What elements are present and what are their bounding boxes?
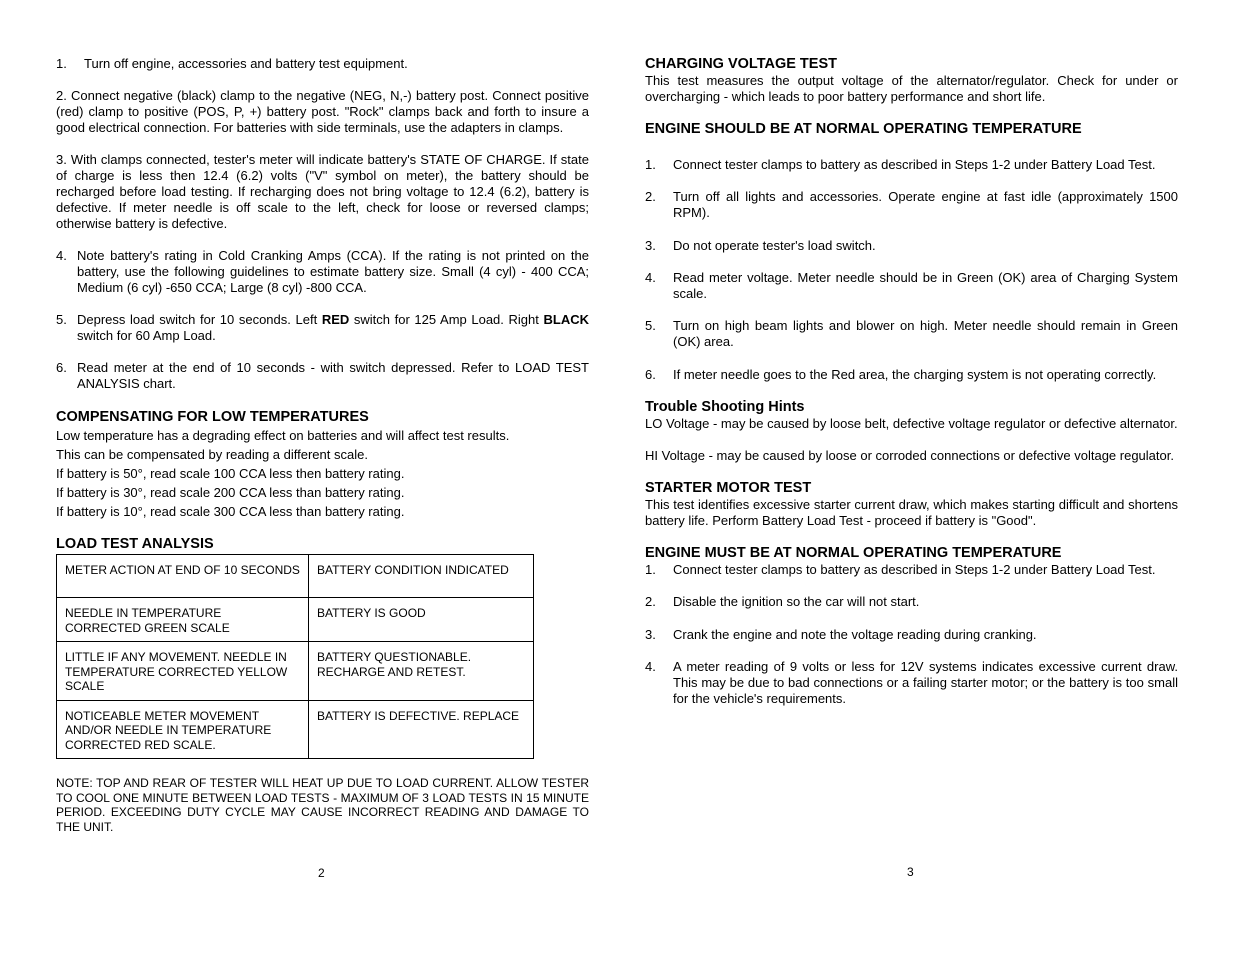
step-text: Connect tester clamps to battery as described in Steps 1-2 under Battery Load Test. — [673, 562, 1156, 577]
charging-step-2 — [645, 189, 1178, 221]
engine-must-heading: ENGINE MUST BE AT NORMAL OPERATING TEMPERATURE — [645, 545, 1062, 561]
compensating-line: Low temperature has a degrading effect on batteries and will affect test results. — [56, 428, 510, 443]
starter-heading: STARTER MOTOR TEST — [645, 480, 812, 496]
load-test-heading: LOAD TEST ANALYSIS — [56, 536, 214, 552]
hi-voltage-text: HI Voltage - may be caused by loose or corroded connections or defective voltage regulator. — [645, 448, 1174, 463]
step-number: 3. — [645, 627, 656, 642]
table-cell: METER ACTION AT END OF 10 SECONDS — [57, 555, 309, 598]
step-number: 4. — [56, 248, 67, 263]
step-text: Disable the ignition so the car will not start. — [673, 594, 920, 609]
table-cell: NEEDLE IN TEMPERATURE CORRECTED GREEN SCALE — [57, 598, 309, 642]
left-page — [56, 48, 589, 834]
step-number: 4. — [645, 659, 656, 674]
table-cell: BATTERY CONDITION INDICATED — [309, 555, 534, 598]
step-number: 6. — [645, 367, 656, 382]
engine-normal-heading: ENGINE SHOULD BE AT NORMAL OPERATING TEMPERATURE — [645, 121, 1082, 137]
starter-step-4 — [645, 659, 1178, 707]
table-row — [57, 642, 534, 701]
trouble-heading: Trouble Shooting Hints — [645, 399, 805, 415]
table-cell: LITTLE IF ANY MOVEMENT. NEEDLE IN TEMPERATURE CORRECTED YELLOW SCALE — [57, 642, 309, 701]
compensating-line: If battery is 30°, read scale 200 CCA less than battery rating. — [56, 485, 405, 500]
step-text: Read meter at the end of 10 seconds - with switch depressed. Refer to LOAD TEST ANALYSIS chart. — [77, 360, 589, 391]
table-cell: BATTERY QUESTIONABLE. RECHARGE AND RETEST. — [309, 642, 534, 701]
step-number: 5. — [645, 318, 656, 333]
step-text: Read meter voltage. Meter needle should be in Green (OK) area of Charging System scale. — [673, 270, 1178, 301]
step-number: 2. — [645, 189, 656, 204]
charging-step-4 — [645, 270, 1178, 302]
step-text: Do not operate tester's load switch. — [673, 238, 876, 253]
table-row — [57, 598, 534, 642]
step-number: 6. — [56, 360, 67, 375]
step-6 — [56, 360, 589, 392]
table-cell: BATTERY IS DEFECTIVE. REPLACE — [309, 700, 534, 759]
note-text: NOTE: TOP AND REAR OF TESTER WILL HEAT UP DUE TO LOAD CURRENT. ALLOW TESTER TO COOL ONE MINUTE BETWEEN LOAD TESTS - MAXIMUM OF 3 LOAD TESTS IN 15 MINUTE PERIOD. EXCEEDING DUTY CYCLE MAY CAUSE INCORRECT READING AND DAMAGE TO THE UNIT. — [56, 776, 589, 834]
black-switch-label: BLACK — [543, 312, 589, 327]
step-4 — [56, 248, 589, 296]
step-1 — [56, 56, 589, 72]
compensating-heading: COMPENSATING FOR LOW TEMPERATURES — [56, 409, 369, 425]
step-5 — [56, 312, 589, 344]
load-test-table — [56, 554, 534, 759]
step-text: Turn on high beam lights and blower on high. Meter needle should remain in Green (OK) area. — [673, 318, 1178, 349]
step-number: 3. — [645, 238, 656, 253]
compensating-line: If battery is 50°, read scale 100 CCA less then battery rating. — [56, 466, 405, 481]
step-text: Turn off all lights and accessories. Operate engine at fast idle (approximately 1500 RPM). — [673, 189, 1178, 220]
step-text: If meter needle goes to the Red area, the charging system is not operating correctly. — [673, 367, 1157, 382]
right-page — [645, 48, 1178, 707]
step-text: A meter reading of 9 volts or less for 12V systems indicates excessive current draw. This may be due to bad connections or a failing starter motor; or the battery is too small for the vehicle's requirements. — [673, 659, 1178, 706]
step-text: Turn off engine, accessories and battery test equipment. — [84, 56, 408, 71]
step-text: Connect tester clamps to battery as described in Steps 1-2 under Battery Load Test. — [673, 157, 1156, 172]
step-3: 3. With clamps connected, tester's meter will indicate battery's STATE OF CHARGE. If state of charge is less then 12.4 (6.2) volts ("V" symbol on meter), the battery should be recharged before load testing. If recharging does not bring voltage to 12.4 (6.2), battery is defective. If meter needle is off scale to the left, check for loose or reversed clamps; otherwise battery is defective. — [56, 152, 589, 231]
lo-voltage-text: LO Voltage - may be caused by loose belt, defective voltage regulator or defective alternator. — [645, 416, 1178, 431]
step-text: Depress load switch for 10 seconds. Left RED switch for 125 Amp Load. Right BLACK switch for 60 Amp Load. — [77, 312, 589, 343]
starter-step-2 — [645, 594, 1178, 610]
table-row — [57, 555, 534, 598]
starter-step-3 — [645, 627, 1178, 643]
charging-step-3 — [645, 238, 1178, 254]
step-text: Note battery's rating in Cold Cranking Amps (CCA). If the rating is not printed on the battery, use the following guidelines to estimate battery size. Small (4 cyl) - 400 CCA; Medium (6 cyl) -650 CCA; Large (8 cyl) -800 CCA. — [77, 248, 589, 295]
table-cell: BATTERY IS GOOD — [309, 598, 534, 642]
step-2: 2. Connect negative (black) clamp to the negative (NEG, N,-) battery post. Connect positive (red) clamp to positive (POS, P, +) battery post. "Rock" clamps back and forth to insure a good electrical connection. For batteries with side terminals, use the adapters in clamps. — [56, 88, 589, 135]
compensating-line: If battery is 10°, read scale 300 CCA less than battery rating. — [56, 504, 405, 519]
starter-step-1 — [645, 562, 1178, 578]
charging-step-1 — [645, 157, 1178, 173]
step-number: 2. — [645, 594, 656, 609]
step-number: 1. — [645, 562, 656, 577]
charging-step-5 — [645, 318, 1178, 350]
page-number-right: 3 — [907, 865, 914, 879]
charging-text: This test measures the output voltage of the alternator/regulator. Check for under or overcharging - which leads to poor battery performance and short life. — [645, 73, 1178, 104]
step-text: Crank the engine and note the voltage reading during cranking. — [673, 627, 1037, 642]
table-cell: NOTICEABLE METER MOVEMENT AND/OR NEEDLE IN TEMPERATURE CORRECTED RED SCALE. — [57, 700, 309, 759]
page-number-left: 2 — [318, 866, 325, 880]
step-number: 1. — [56, 56, 67, 71]
compensating-line: This can be compensated by reading a different scale. — [56, 447, 368, 462]
step-number: 5. — [56, 312, 67, 327]
red-switch-label: RED — [321, 312, 350, 327]
step-number: 1. — [645, 157, 656, 172]
starter-text: This test identifies excessive starter current draw, which makes starting difficult and shortens battery life. Perform Battery Load Test - proceed if battery is "Good". — [645, 497, 1178, 528]
step-number: 4. — [645, 270, 656, 285]
charging-heading: CHARGING VOLTAGE TEST — [645, 56, 837, 72]
table-row — [57, 700, 534, 759]
charging-step-6 — [645, 367, 1178, 383]
